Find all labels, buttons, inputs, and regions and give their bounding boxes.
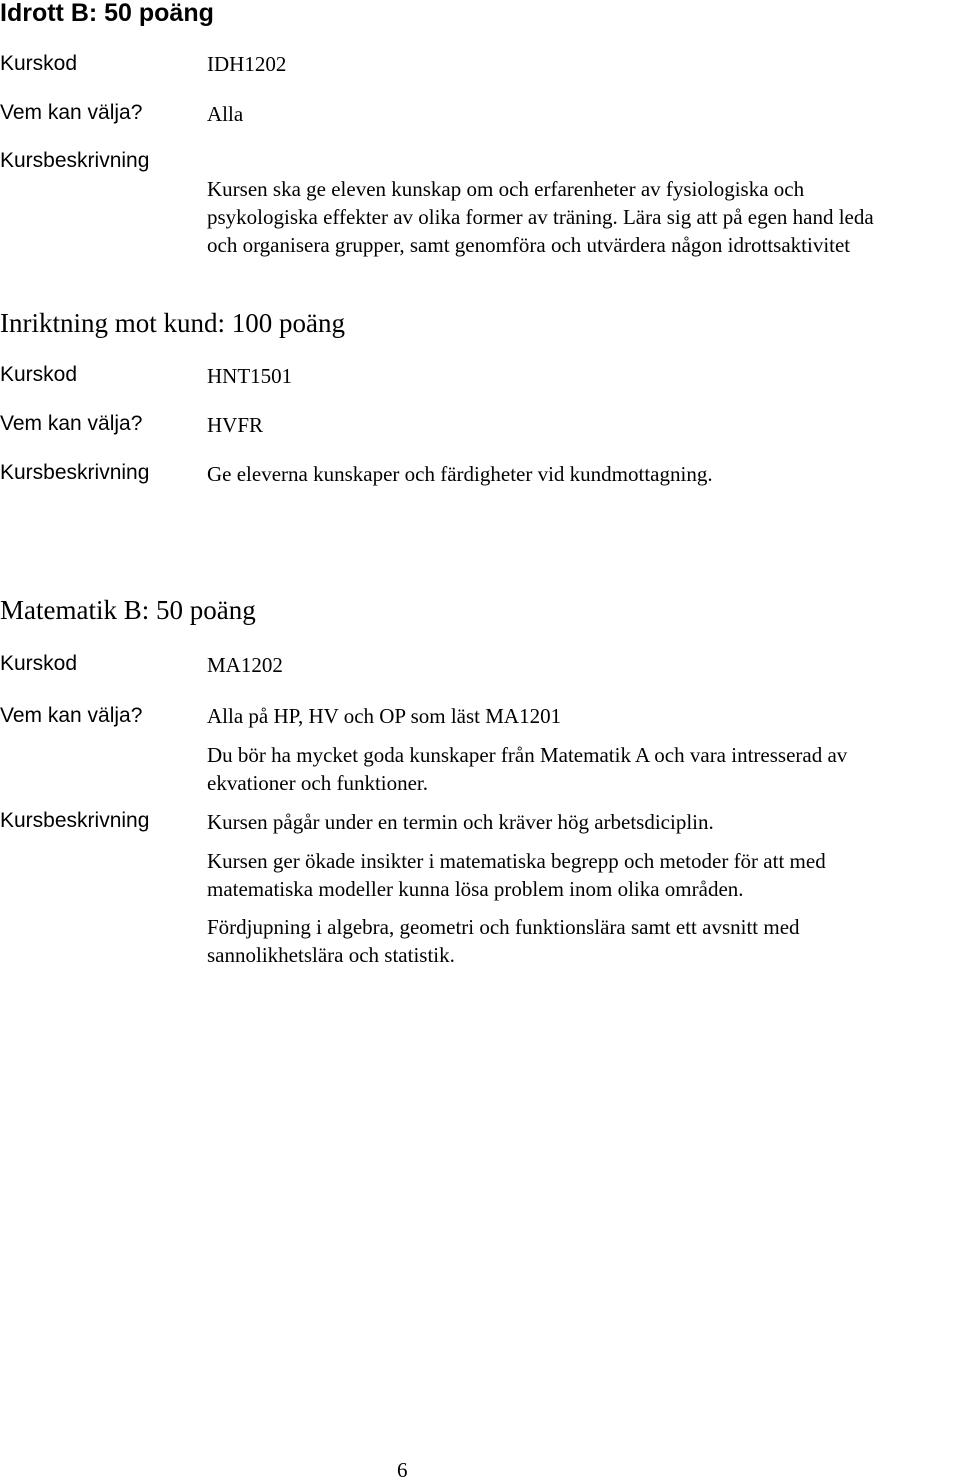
kursbeskrivning-line: Fördjupning i algebra, geometri och funktionslära samt ett avsnitt med bbox=[207, 915, 800, 939]
kursbeskrivning-line: ekvationer och funktioner. bbox=[207, 771, 429, 795]
vem-kan-valja-label: Vem kan välja? bbox=[0, 101, 143, 124]
section-title-inriktning: Inriktning mot kund: 100 poäng bbox=[0, 308, 345, 338]
kursbeskrivning-paragraph bbox=[207, 808, 952, 836]
kursbeskrivning-line: Kursen ska ge eleven kunskap om och erfarenheter av fysiologiska och bbox=[207, 177, 805, 201]
kursbeskrivning-line: psykologiska effekter av olika former av träning. Lära sig att på egen hand leda bbox=[207, 205, 874, 229]
vem-kan-valja-value: HVFR bbox=[207, 413, 264, 437]
kursbeskrivning-line: Du bör ha mycket goda kunskaper från Matematik A och vara intresserad av bbox=[207, 743, 848, 767]
section-title-idrott: Idrott B: 50 poäng bbox=[0, 0, 214, 27]
kursbeskrivning-label: Kursbeskrivning bbox=[0, 149, 150, 172]
kurskod-label: Kurskod bbox=[0, 52, 78, 75]
kursbeskrivning-line: Kursen ger ökade insikter i matematiska begrepp och metoder för att med bbox=[207, 849, 826, 873]
page-number: 6 bbox=[397, 1458, 408, 1482]
kursbeskrivning-text: Ge eleverna kunskaper och färdigheter vid kundmottagning. bbox=[207, 462, 713, 486]
section-title-matematik: Matematik B: 50 poäng bbox=[0, 595, 256, 625]
kursbeskrivning-line: matematiska modeller kunna lösa problem inom olika områden. bbox=[207, 877, 744, 901]
kursbeskrivning-line: och organisera grupper, samt genomföra och utvärdera någon idrottsaktivitet bbox=[207, 233, 851, 257]
kurskod-value: MA1202 bbox=[207, 653, 283, 677]
kursbeskrivning-label: Kursbeskrivning bbox=[0, 809, 150, 832]
kurskod-label: Kurskod bbox=[0, 652, 78, 675]
kurskod-value: IDH1202 bbox=[207, 52, 287, 76]
kursbeskrivning-label: Kursbeskrivning bbox=[0, 461, 150, 484]
kursbeskrivning-text bbox=[207, 175, 952, 259]
kurskod-label: Kurskod bbox=[0, 363, 78, 386]
kursbeskrivning-paragraph bbox=[207, 741, 952, 797]
vem-kan-valja-value: Alla bbox=[207, 102, 244, 126]
kursbeskrivning-paragraph bbox=[207, 847, 952, 903]
vem-kan-valja-label: Vem kan välja? bbox=[0, 704, 143, 727]
kursbeskrivning-line: sannolikhetslära och statistik. bbox=[207, 943, 455, 967]
kurskod-value: HNT1501 bbox=[207, 364, 293, 388]
kursbeskrivning-line: Kursen pågår under en termin och kräver hög arbetsdiciplin. bbox=[207, 810, 714, 834]
vem-kan-valja-label: Vem kan välja? bbox=[0, 412, 143, 435]
vem-kan-valja-value: Alla på HP, HV och OP som läst MA1201 bbox=[207, 704, 562, 728]
kursbeskrivning-paragraph bbox=[207, 913, 952, 969]
